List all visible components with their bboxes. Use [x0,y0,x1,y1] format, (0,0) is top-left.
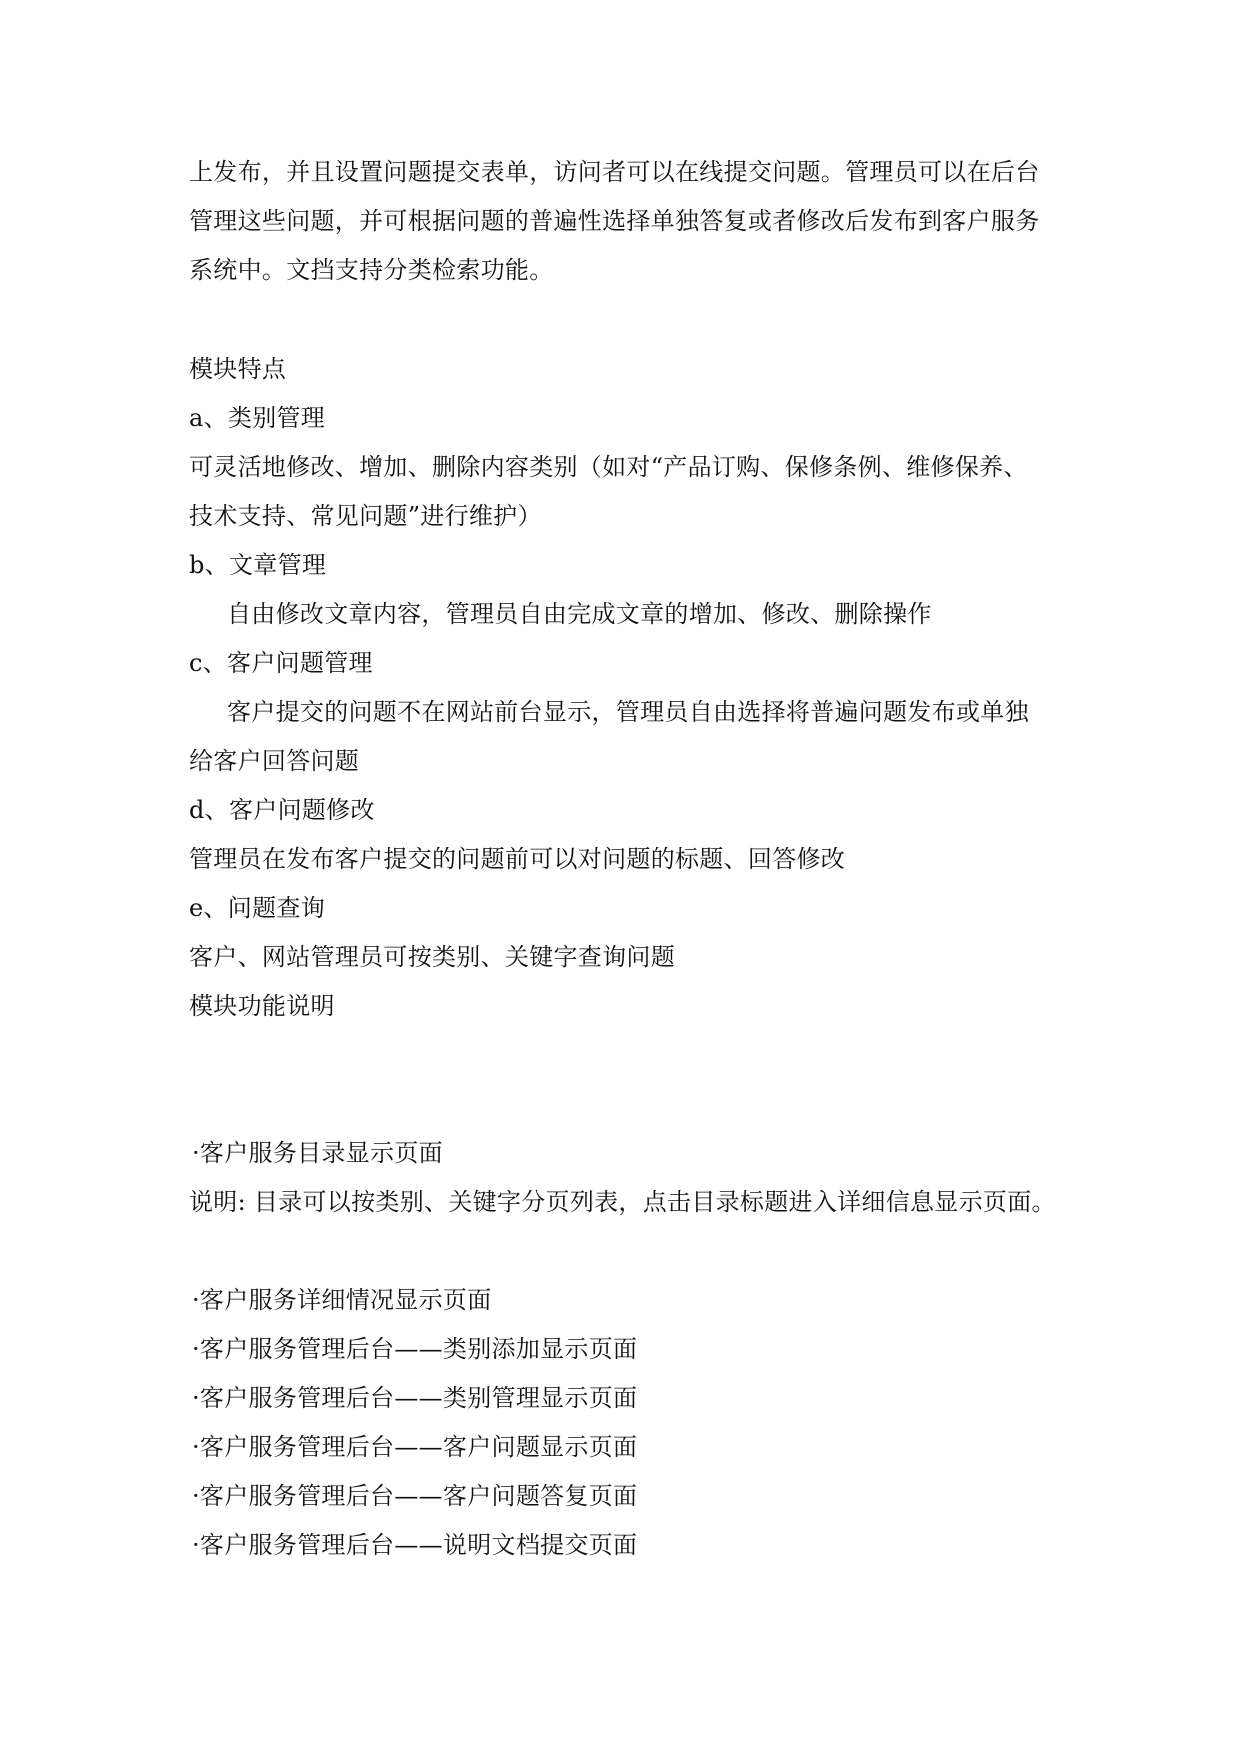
feature-e-title: e、问题查询 [189,894,326,922]
functions-heading: 模块功能说明 [189,992,335,1020]
function-item-6: ·客户服务管理后台——客户问题答复页面 [192,1482,638,1510]
function-item-4: ·客户服务管理后台——类别管理显示页面 [192,1384,638,1412]
intro-line-2: 管理这些问题，并可根据问题的普遍性选择单独答复或者修改后发布到客户服务 [189,207,1040,235]
function-item-3: ·客户服务管理后台——类别添加显示页面 [192,1335,638,1363]
function-item-5: ·客户服务管理后台——客户问题显示页面 [192,1433,638,1461]
function-item-1: ·客户服务目录显示页面 [192,1139,443,1167]
intro-line-1: 上发布，并且设置问题提交表单，访问者可以在线提交问题。管理员可以在后台 [189,158,1040,186]
feature-a-line-2: 技术支持、常见问题”进行维护） [189,502,542,530]
feature-a-title: a、类别管理 [189,404,326,432]
feature-b-body: 自由修改文章内容，管理员自由完成文章的增加、修改、删除操作 [227,600,932,628]
feature-d-body: 管理员在发布客户提交的问题前可以对问题的标题、回答修改 [189,845,846,873]
feature-a-line-1: 可灵活地修改、增加、删除内容类别（如对“产品订购、保修条例、维修保养、 [189,453,1028,481]
feature-e-body: 客户、网站管理员可按类别、关键字查询问题 [189,943,675,971]
function-item-7: ·客户服务管理后台——说明文档提交页面 [192,1531,638,1559]
feature-b-title: b、文章管理 [189,551,327,579]
feature-c-title: c、客户问题管理 [189,649,373,677]
function-item-1-note: 说明: 目录可以按类别、关键字分页列表，点击目录标题进入详细信息显示页面。 [189,1188,1056,1216]
feature-c-line-1: 客户提交的问题不在网站前台显示，管理员自由选择将普遍问题发布或单独 [227,698,1029,726]
function-item-2: ·客户服务详细情况显示页面 [192,1286,492,1314]
features-heading: 模块特点 [189,355,287,383]
feature-c-line-2: 给客户回答问题 [189,747,360,775]
intro-line-3: 系统中。文挡支持分类检索功能。 [189,256,554,284]
feature-d-title: d、客户问题修改 [189,796,375,824]
